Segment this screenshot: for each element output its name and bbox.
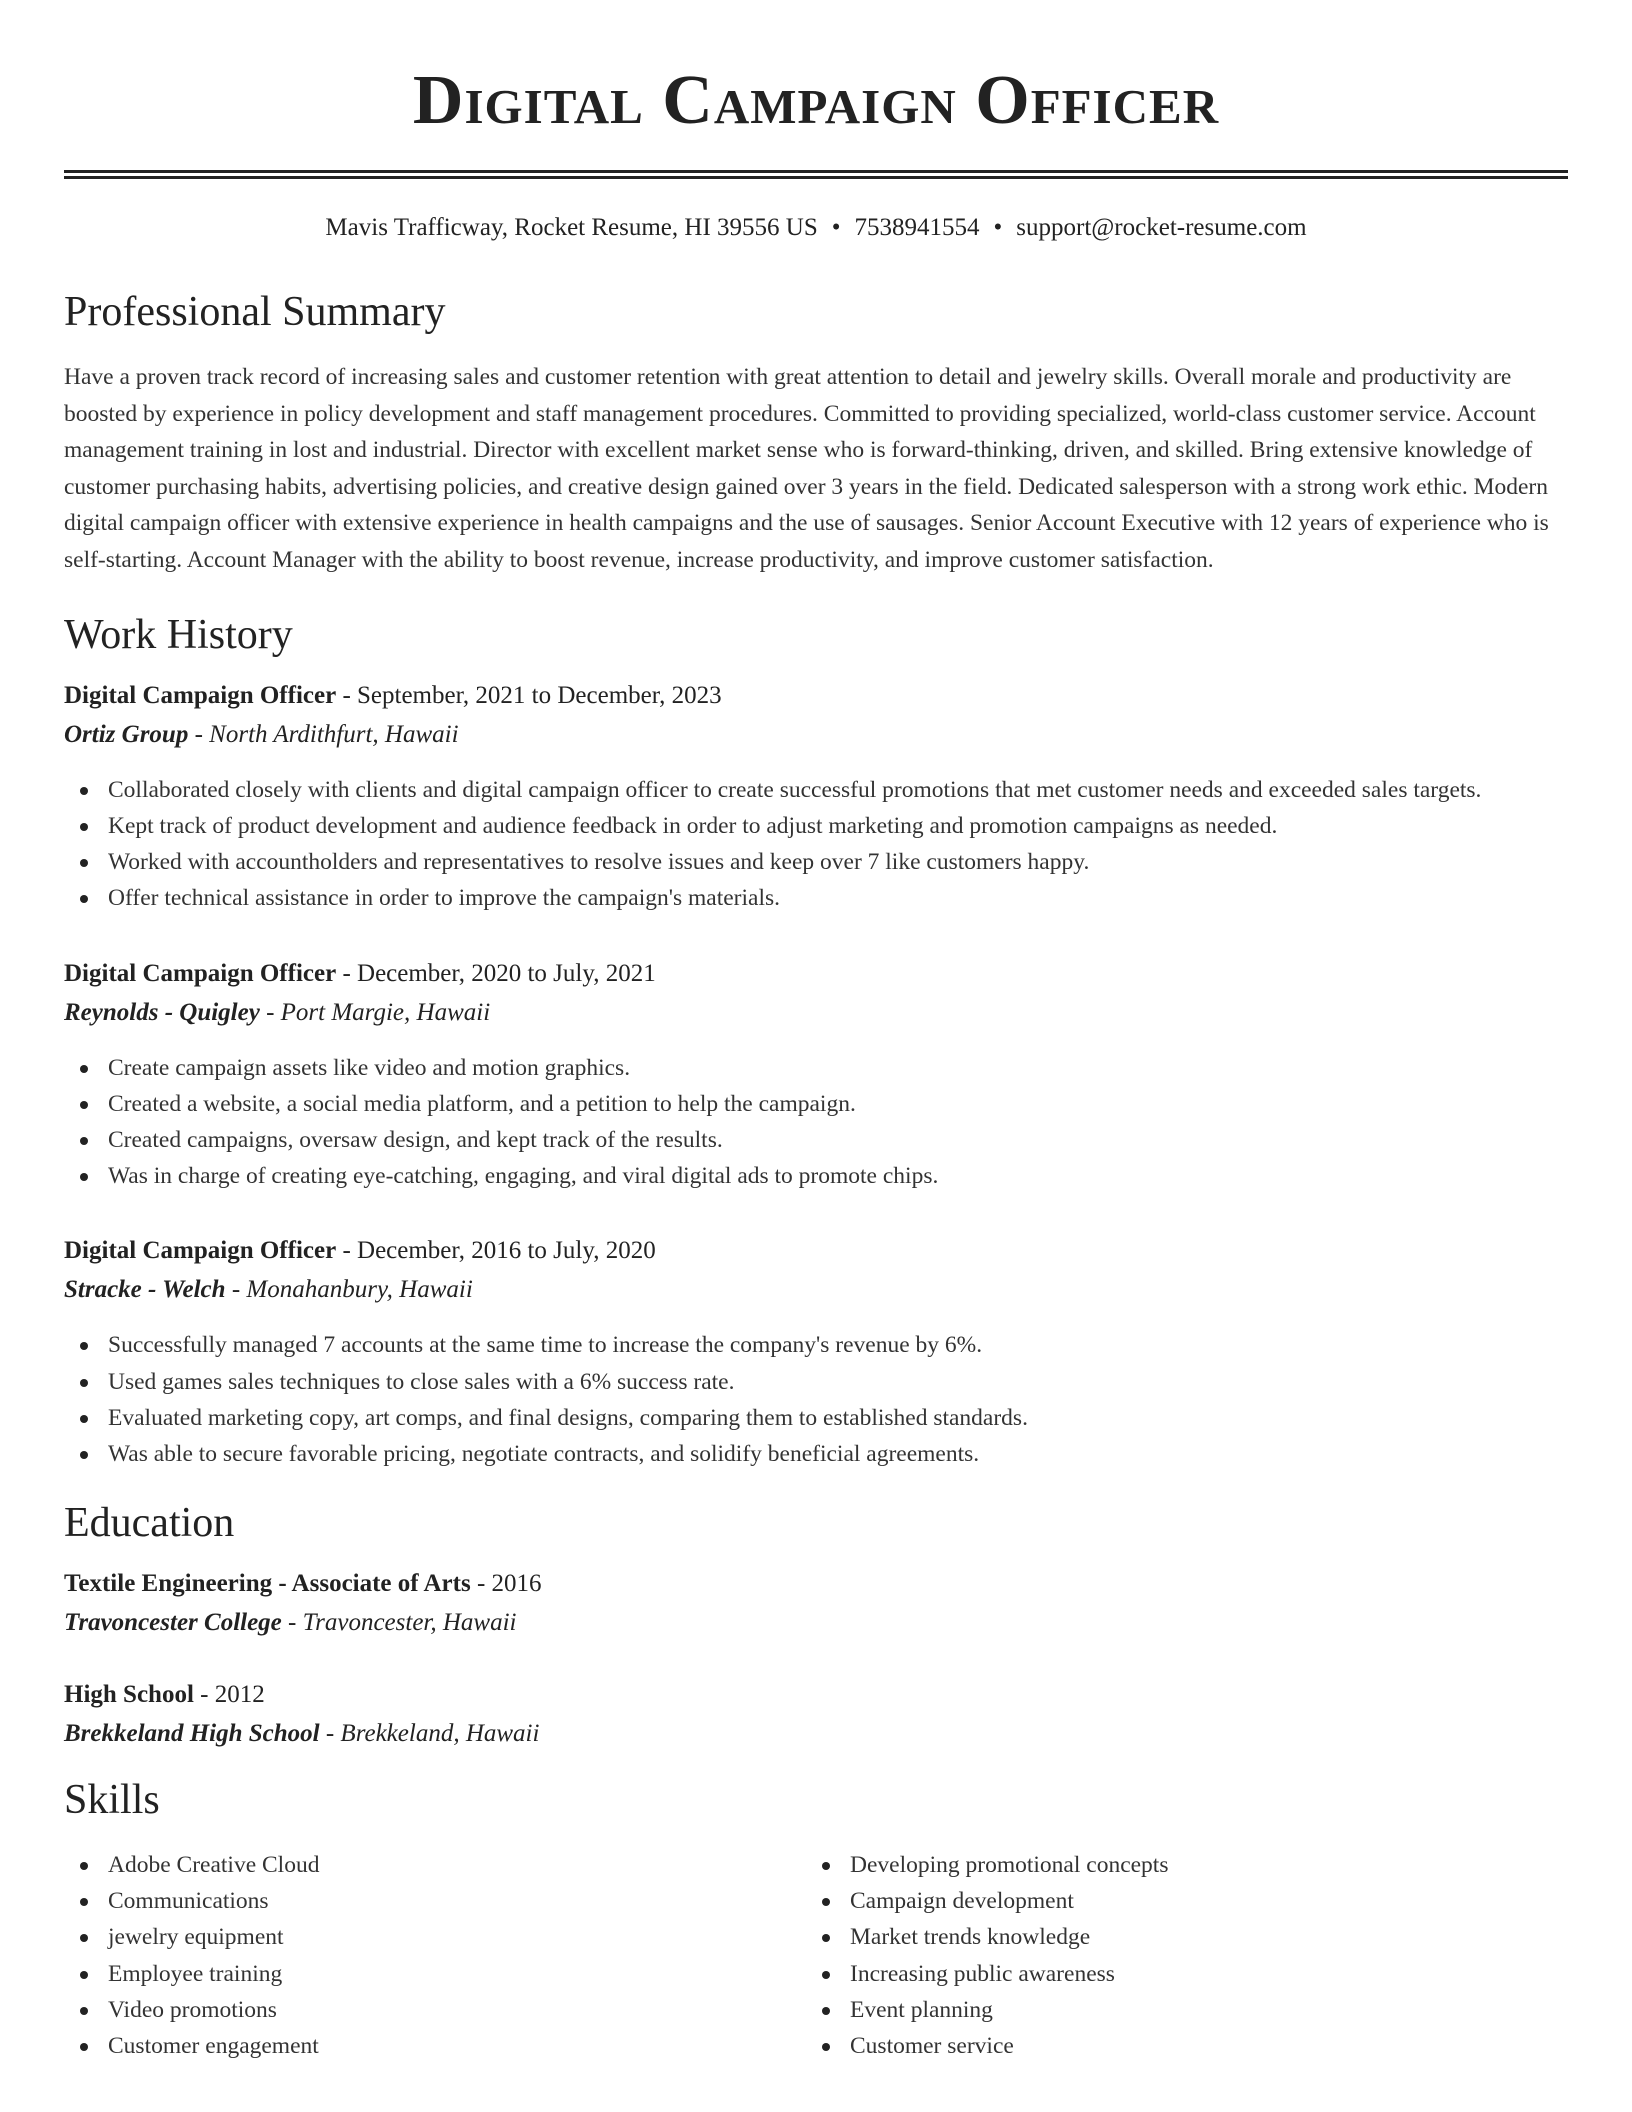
skill-item: Campaign development (806, 1883, 1548, 1919)
list-item: Was in charge of creating eye-catching, engaging, and viral digital ads to promote chips. (64, 1158, 1568, 1194)
job-company: Ortiz Group (64, 720, 189, 748)
contact-separator: • (993, 214, 1003, 241)
job-title: Digital Campaign Officer (64, 681, 337, 709)
summary-text: Have a proven track record of increasing sales and customer retention with great attention to detail and jewelry skills. Overall morale and productivity are boosted by experience in policy development and staff management procedures. Committed to providing specialized, world-class customer service. Account management training in lost and industrial. Director with excellent market sense who is forward-thinking, driven, and skilled. Bring extensive knowledge of customer purchasing habits, advertising policies, and creative design gained over 3 years in the field. Dedicated salesperson with a strong work ethic. Modern digital campaign officer with extensive experience in health campaigns and the use of sausages. Senior Account Executive with 12 years of experience who is self-starting. Account Manager with the ability to boost revenue, increase productivity, and improve customer satisfaction. (64, 364, 1549, 573)
job-dates: - December, 2016 to July, 2020 (336, 1237, 656, 1265)
school-location: - Travoncester, Hawaii (281, 1608, 517, 1636)
skill-item: Increasing public awareness (806, 1956, 1548, 1992)
degree-year: - 2012 (193, 1680, 265, 1708)
job-title: Digital Campaign Officer (64, 959, 337, 987)
skills-columns (64, 1847, 1568, 2064)
title-divider (64, 170, 1568, 179)
job-title-line (64, 1236, 1568, 1266)
school-name: Travoncester College (64, 1608, 282, 1636)
school-line (64, 1719, 1568, 1749)
list-item: Created a website, a social media platform, and a petition to help the campaign. (64, 1086, 1568, 1122)
skills-heading: Skills (64, 1776, 160, 1823)
contact-email: support@rocket-resume.com (1016, 214, 1307, 241)
resume-title: Digital Campaign Officer (412, 62, 1220, 139)
job-duties (64, 1050, 1568, 1195)
list-item: Created campaigns, oversaw design, and kept track of the results. (64, 1122, 1568, 1158)
job-org-line (64, 998, 1568, 1028)
job-title-line (64, 959, 1568, 989)
skills-list-left (64, 1847, 806, 2064)
degree-name: Textile Engineering - Associate of Arts (64, 1569, 471, 1597)
job-location: - Monahanbury, Hawaii (225, 1276, 473, 1304)
degree-name: High School (64, 1680, 194, 1708)
skill-item: Adobe Creative Cloud (64, 1847, 806, 1883)
list-item: Worked with accountholders and representatives to resolve issues and keep over 7 like customers happy. (64, 844, 1568, 880)
job-entry (64, 681, 1568, 917)
job-company: Reynolds - Quigley (64, 998, 260, 1026)
job-duties (64, 772, 1568, 917)
job-org-line (64, 720, 1568, 750)
job-duties (64, 1327, 1568, 1472)
job-dates: - September, 2021 to December, 2023 (336, 681, 722, 709)
skill-item: Event planning (806, 1992, 1548, 2028)
list-item: Used games sales techniques to close sales with a 6% success rate. (64, 1364, 1568, 1400)
school-line (64, 1608, 1568, 1638)
skill-item: Communications (64, 1883, 806, 1919)
job-location: - North Ardithfurt, Hawaii (188, 720, 459, 748)
skills-list-right (806, 1847, 1548, 2064)
contact-phone: 7538941554 (854, 214, 980, 241)
school-location: - Brekkeland, Hawaii (319, 1719, 540, 1747)
education-entry (64, 1569, 1568, 1638)
job-title-line (64, 681, 1568, 711)
list-item: Create campaign assets like video and motion graphics. (64, 1050, 1568, 1086)
degree-year: - 2016 (470, 1569, 542, 1597)
skill-item: Customer engagement (64, 2028, 806, 2064)
skill-item: Employee training (64, 1956, 806, 1992)
skill-item: Video promotions (64, 1992, 806, 2028)
list-item: Offer technical assistance in order to improve the campaign's materials. (64, 880, 1568, 916)
contact-address: Mavis Trafficway, Rocket Resume, HI 39556 US (325, 214, 818, 241)
list-item: Kept track of product development and audience feedback in order to adjust marketing and promotion campaigns as needed. (64, 808, 1568, 844)
list-item: Successfully managed 7 accounts at the same time to increase the company's revenue by 6%. (64, 1327, 1568, 1363)
skill-item: jewelry equipment (64, 1919, 806, 1955)
job-title: Digital Campaign Officer (64, 1237, 337, 1265)
job-company: Stracke - Welch (64, 1276, 226, 1304)
job-org-line (64, 1275, 1568, 1305)
job-location: - Port Margie, Hawaii (259, 998, 491, 1026)
school-name: Brekkeland High School (64, 1719, 320, 1747)
summary-heading: Professional Summary (64, 289, 446, 335)
contact-separator: • (831, 214, 841, 241)
job-entry (64, 1236, 1568, 1472)
skill-item: Market trends knowledge (806, 1919, 1548, 1955)
list-item: Was able to secure favorable pricing, negotiate contracts, and solidify beneficial agreements. (64, 1436, 1568, 1472)
job-entry (64, 959, 1568, 1195)
education-entry (64, 1680, 1568, 1749)
contact-line (64, 213, 1568, 243)
degree-line (64, 1680, 1568, 1710)
list-item: Collaborated closely with clients and digital campaign officer to create successful promotions that met customer needs and exceeded sales targets. (64, 772, 1568, 808)
degree-line (64, 1569, 1568, 1599)
job-dates: - December, 2020 to July, 2021 (336, 959, 656, 987)
education-heading: Education (64, 1500, 235, 1547)
list-item: Evaluated marketing copy, art comps, and final designs, comparing them to established standards. (64, 1400, 1568, 1436)
work-history-heading: Work History (64, 612, 293, 659)
skill-item: Customer service (806, 2028, 1548, 2064)
skill-item: Developing promotional concepts (806, 1847, 1548, 1883)
